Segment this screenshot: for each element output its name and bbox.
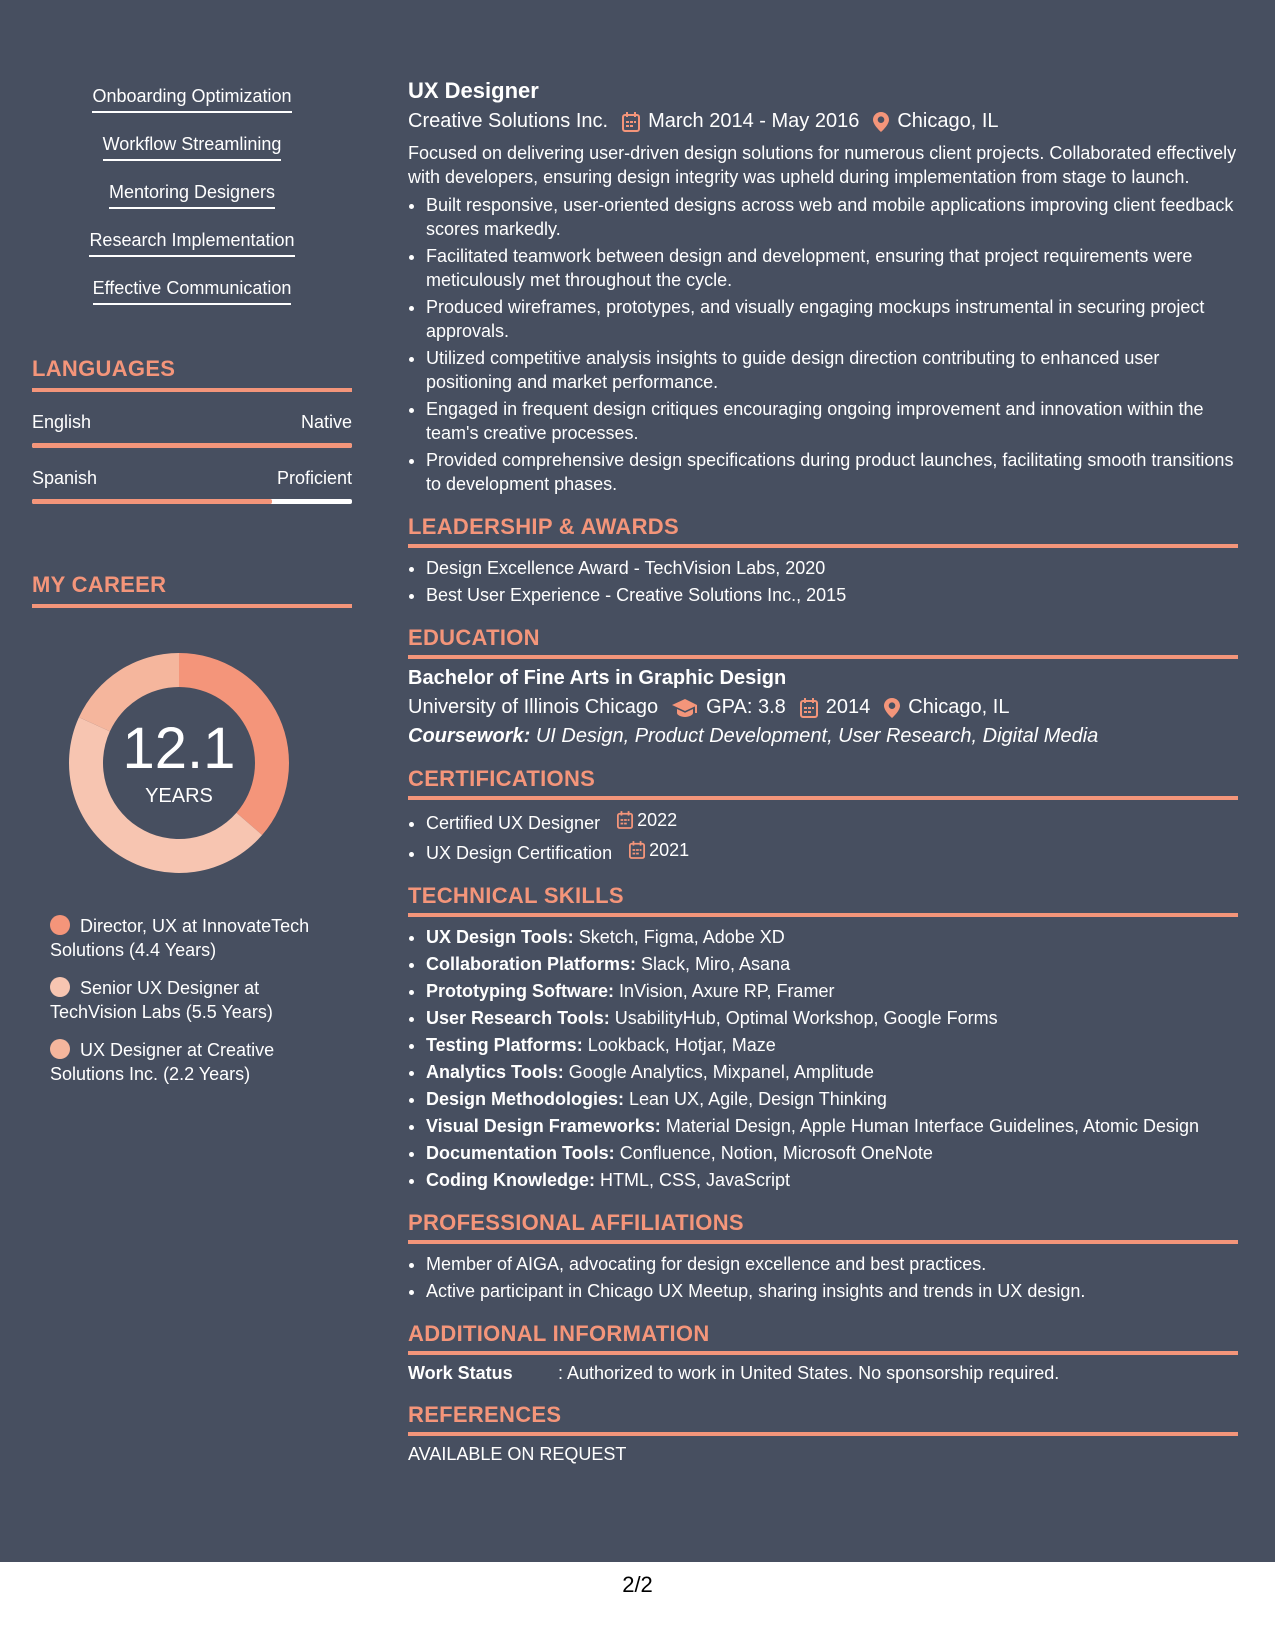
certifications-heading: CERTIFICATIONS bbox=[408, 766, 1238, 800]
affiliations-heading: PROFESSIONAL AFFILIATIONS bbox=[408, 1210, 1238, 1244]
list-item bbox=[426, 1060, 1238, 1084]
list-item bbox=[426, 925, 1238, 949]
skill-value: InVision, Axure RP, Framer bbox=[619, 981, 835, 1001]
language-item bbox=[32, 412, 352, 448]
education-coursework bbox=[408, 725, 1238, 748]
strength-item: Onboarding Optimization bbox=[92, 86, 291, 113]
page-number: 2/2 bbox=[622, 1572, 653, 1597]
skill-label: User Research Tools: bbox=[426, 1008, 610, 1028]
career-unit: YEARS bbox=[145, 784, 213, 807]
skill-label: Prototyping Software: bbox=[426, 981, 614, 1001]
additional-heading: ADDITIONAL INFORMATION bbox=[408, 1321, 1238, 1355]
strength-item: Effective Communication bbox=[93, 278, 292, 305]
skill-value: Lean UX, Agile, Design Thinking bbox=[629, 1089, 887, 1109]
list-item bbox=[426, 808, 1238, 835]
career-legend bbox=[50, 914, 352, 1086]
location-pin-icon bbox=[884, 698, 900, 718]
list-item: • Utilized competitive analysis insights to guide design direction contributing to enhanced user positioning and market performance. bbox=[426, 346, 1238, 394]
language-level: Proficient bbox=[276, 468, 352, 488]
skill-value: Google Analytics, Mixpanel, Amplitude bbox=[568, 1062, 874, 1082]
education-year: 2014 bbox=[825, 696, 871, 718]
strength-item: Research Implementation bbox=[89, 230, 294, 257]
career-role-label: Director, UX at InnovateTech Solutions (4.4 Years) bbox=[50, 916, 310, 960]
legend-dot-icon bbox=[50, 915, 70, 935]
language-bar bbox=[32, 499, 352, 504]
career-role-label: Senior UX Designer at TechVision Labs (5.5 Years) bbox=[50, 978, 273, 1022]
skill-label: Coding Knowledge: bbox=[426, 1170, 595, 1190]
skill-value: HTML, CSS, JavaScript bbox=[600, 1170, 791, 1190]
languages-section bbox=[32, 356, 352, 504]
list-item: • Produced wireframes, prototypes, and visually engaging mockups instrumental in securing project approvals. bbox=[426, 295, 1238, 343]
strengths-list bbox=[32, 80, 352, 320]
education-degree: Bachelor of Fine Arts in Graphic Design bbox=[408, 667, 787, 689]
list-item: • Best User Experience - Creative Solutions Inc., 2015 bbox=[426, 583, 1238, 607]
list-item: • Active participant in Chicago UX Meetup, sharing insights and trends in UX design. bbox=[426, 1279, 1238, 1303]
references-text: AVAILABLE ON REQUEST bbox=[408, 1444, 627, 1464]
education-gpa: GPA: 3.8 bbox=[706, 696, 786, 718]
list-item bbox=[426, 1141, 1238, 1165]
skill-label: Analytics Tools: bbox=[426, 1062, 564, 1082]
list-item bbox=[426, 1033, 1238, 1057]
career-section bbox=[32, 572, 352, 1086]
education-meta bbox=[408, 696, 1238, 719]
main-column bbox=[408, 78, 1238, 1465]
list-item: • Facilitated teamwork between design and development, ensuring that project requirements were meticulously met throughout the cycle. bbox=[426, 244, 1238, 292]
list-item: • Engaged in frequent design critiques encouraging ongoing improvement and innovation within the team's creative processes. bbox=[426, 397, 1238, 445]
affiliations-list bbox=[408, 1252, 1238, 1303]
skill-label: Design Methodologies: bbox=[426, 1089, 624, 1109]
career-total: 12.1 bbox=[122, 715, 236, 781]
calendar-icon bbox=[629, 841, 645, 859]
career-legend-item bbox=[50, 1038, 340, 1086]
list-item bbox=[426, 1006, 1238, 1030]
career-legend-item bbox=[50, 976, 340, 1024]
work-status-value: : Authorized to work in United States. No sponsorship required. bbox=[558, 1363, 1060, 1383]
work-status-label: Work Status bbox=[408, 1363, 513, 1383]
coursework-value: UI Design, Product Development, User Research, Digital Media bbox=[535, 725, 1099, 747]
list-item: • Design Excellence Award - TechVision Labs, 2020 bbox=[426, 556, 1238, 580]
job-meta bbox=[408, 110, 1238, 133]
coursework-label: Coursework: bbox=[408, 725, 531, 747]
career-heading: MY CAREER bbox=[32, 572, 352, 608]
location-pin-icon bbox=[873, 112, 889, 132]
job-company: Creative Solutions Inc. bbox=[408, 110, 609, 132]
job-description: Focused on delivering user-driven design solutions for numerous client projects. Collaborated effectively with developers, ensuring design integrity was upheld during implementation from stage to launch. bbox=[408, 143, 1237, 187]
cert-name: UX Design Certification bbox=[426, 843, 613, 863]
cert-year: 2022 bbox=[637, 810, 678, 830]
education-heading: EDUCATION bbox=[408, 625, 1238, 659]
job-location: Chicago, IL bbox=[897, 110, 999, 132]
skills-heading: TECHNICAL SKILLS bbox=[408, 883, 1238, 917]
language-bar-fill bbox=[32, 443, 352, 448]
list-item: • Member of AIGA, advocating for design excellence and best practices. bbox=[426, 1252, 1238, 1276]
strength-item: Mentoring Designers bbox=[109, 182, 275, 209]
job-dates: March 2014 - May 2016 bbox=[648, 110, 860, 132]
list-item bbox=[426, 1114, 1238, 1138]
cert-name: Certified UX Designer bbox=[426, 813, 601, 833]
donut-center bbox=[64, 648, 294, 878]
calendar-icon bbox=[617, 811, 633, 829]
skill-label: Testing Platforms: bbox=[426, 1035, 583, 1055]
skill-label: Collaboration Platforms: bbox=[426, 954, 637, 974]
graduation-cap-icon bbox=[672, 699, 698, 717]
language-name: Spanish bbox=[32, 468, 98, 488]
skill-value: Material Design, Apple Human Interface Guidelines, Atomic Design bbox=[665, 1116, 1200, 1136]
list-item: • Built responsive, user-oriented designs across web and mobile applications improving client feedback scores markedly. bbox=[426, 193, 1238, 241]
list-item bbox=[426, 838, 1238, 865]
cert-year-wrap bbox=[629, 838, 689, 862]
awards-heading: LEADERSHIP & AWARDS bbox=[408, 514, 1238, 548]
career-donut-chart bbox=[64, 648, 294, 878]
job-bullets bbox=[408, 193, 1238, 496]
language-item bbox=[32, 468, 352, 504]
cert-year: 2021 bbox=[649, 840, 690, 860]
calendar-icon bbox=[622, 112, 640, 132]
legend-dot-icon bbox=[50, 1039, 70, 1059]
work-status-row bbox=[408, 1363, 1238, 1384]
skill-value: Lookback, Hotjar, Maze bbox=[587, 1035, 776, 1055]
career-role-label: UX Designer at Creative Solutions Inc. (2.2 Years) bbox=[50, 1040, 275, 1084]
skill-value: Slack, Miro, Asana bbox=[641, 954, 791, 974]
calendar-icon bbox=[800, 698, 818, 718]
skill-label: Documentation Tools: bbox=[426, 1143, 615, 1163]
list-item bbox=[426, 1087, 1238, 1111]
language-level: Native bbox=[300, 412, 352, 432]
sidebar bbox=[32, 80, 352, 1100]
awards-list bbox=[408, 556, 1238, 607]
list-item: • Provided comprehensive design specifications during product launches, facilitating smooth transitions to development phases. bbox=[426, 448, 1238, 496]
skill-value: UsabilityHub, Optimal Workshop, Google Forms bbox=[614, 1008, 998, 1028]
cert-year-wrap bbox=[617, 808, 677, 832]
career-legend-item bbox=[50, 914, 340, 962]
language-bar bbox=[32, 443, 352, 448]
job-title: UX Designer bbox=[408, 78, 539, 103]
skill-label: Visual Design Frameworks: bbox=[426, 1116, 661, 1136]
education-location: Chicago, IL bbox=[908, 696, 1010, 718]
skill-label: UX Design Tools: bbox=[426, 927, 574, 947]
skills-list bbox=[408, 925, 1238, 1192]
language-name: English bbox=[32, 412, 92, 432]
legend-dot-icon bbox=[50, 977, 70, 997]
certifications-list bbox=[408, 808, 1238, 865]
experience-entry bbox=[408, 78, 1238, 496]
strength-item: Workflow Streamlining bbox=[103, 134, 282, 161]
skill-value: Confluence, Notion, Microsoft OneNote bbox=[619, 1143, 933, 1163]
languages-heading: LANGUAGES bbox=[32, 356, 352, 392]
list-item bbox=[426, 979, 1238, 1003]
list-item bbox=[426, 1168, 1238, 1192]
references-heading: REFERENCES bbox=[408, 1402, 1238, 1436]
skill-value: Sketch, Figma, Adobe XD bbox=[578, 927, 785, 947]
education-school: University of Illinois Chicago bbox=[408, 696, 659, 718]
language-bar-fill bbox=[32, 499, 272, 504]
list-item bbox=[426, 952, 1238, 976]
